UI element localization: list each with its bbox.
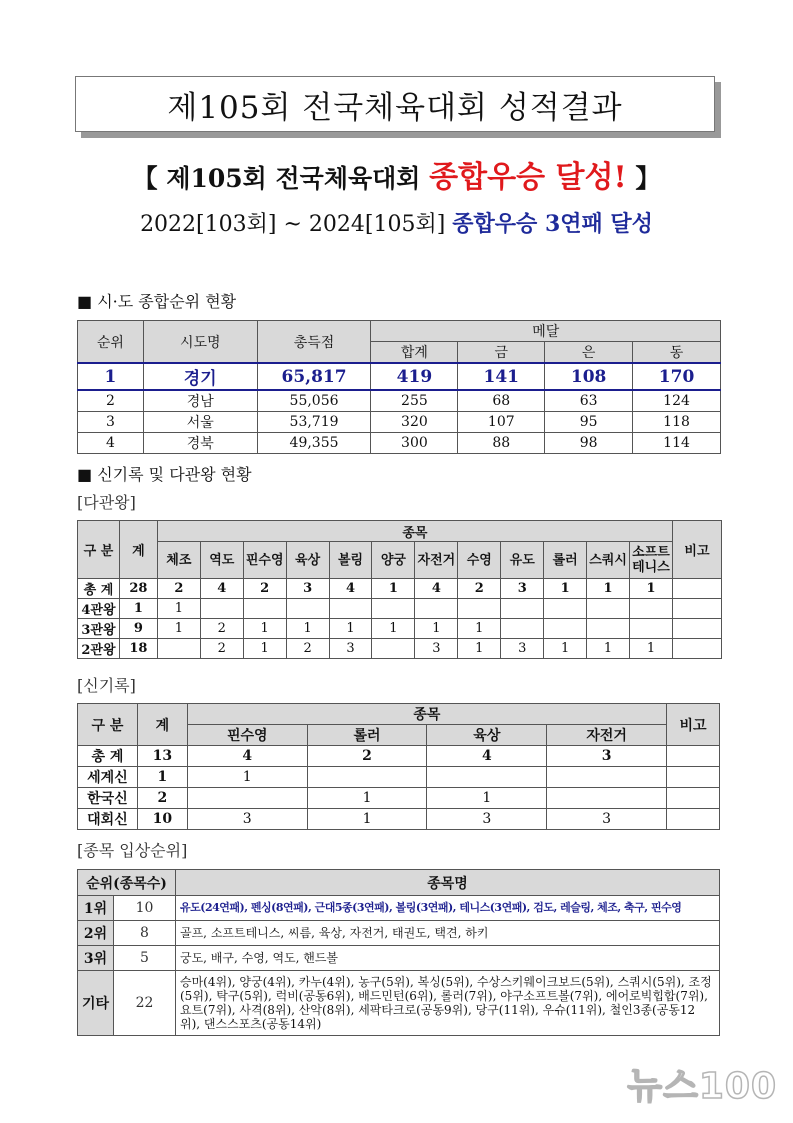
row-value <box>547 767 667 788</box>
row-value: 2 <box>458 579 501 599</box>
row-total: 28 <box>119 579 157 599</box>
row-value: 4 <box>427 746 547 767</box>
records-row <box>78 746 720 767</box>
row-value <box>187 788 307 809</box>
row-value: 4 <box>187 746 307 767</box>
sport-header: 자전거 <box>547 725 667 746</box>
records-table <box>77 703 720 830</box>
row-total: 13 <box>137 746 187 767</box>
row-value <box>372 639 415 659</box>
row-value: 3 <box>547 809 667 830</box>
placing-count: 22 <box>114 971 176 1036</box>
header-rank: 순위(종목수) <box>78 870 176 896</box>
sport-header: 핀수영 <box>187 725 307 746</box>
ranking-cell-score: 55,056 <box>257 390 371 412</box>
ranking-cell-city: 경기 <box>143 363 257 390</box>
row-value: 4 <box>329 579 372 599</box>
ranking-cell-rank: 2 <box>78 390 144 412</box>
row-value: 1 <box>157 599 200 619</box>
ranking-cell-city: 경남 <box>143 390 257 412</box>
row-value: 1 <box>307 788 427 809</box>
row-value <box>544 619 587 639</box>
row-value: 3 <box>415 639 458 659</box>
row-note <box>667 767 720 788</box>
ranking-cell-gold: 107 <box>458 412 545 433</box>
header-bronze: 동 <box>633 342 721 364</box>
row-value: 1 <box>544 639 587 659</box>
sport-header: 유도 <box>501 542 544 579</box>
placing-names: 유도(24연패), 펜싱(8연패), 근대5종(3연패), 볼링(3연패), 테니스(3연패), 검도, 레슬링, 체조, 축구, 핀수영 <box>176 896 720 921</box>
row-value <box>415 599 458 619</box>
ranking-cell-bronze: 124 <box>633 390 721 412</box>
headline-close-bracket: 】 <box>635 164 661 193</box>
placing-rank: 2위 <box>78 921 114 946</box>
row-value <box>630 599 673 619</box>
row-value: 4 <box>415 579 458 599</box>
row-value <box>501 619 544 639</box>
header-total: 계 <box>119 521 157 579</box>
record-label: [신기록] <box>77 676 136 695</box>
row-value: 1 <box>157 619 200 639</box>
placing-rank: 3위 <box>78 946 114 971</box>
header-city: 시도명 <box>143 321 257 364</box>
row-value: 2 <box>307 746 427 767</box>
row-value <box>587 619 630 639</box>
ranking-cell-score: 49,355 <box>257 433 371 454</box>
subline <box>0 207 793 238</box>
row-value: 4 <box>200 579 243 599</box>
row-label: 3관왕 <box>78 619 120 639</box>
header-note: 비고 <box>667 704 720 746</box>
placing-names: 승마(4위), 양궁(4위), 카누(4위), 농구(5위), 복싱(5위), 수상스키웨이크보드(5위), 스쿼시(5위), 조정(5위), 탁구(5위), 럭비(공동6위), 배드민턴(6위), 롤러(7위), 야구소프트볼(7위), 에어로빅힙합(7위), 요트(7위), 사격(8위), 산악(8위), 세팍타크로(공동9위), 당구(11위), 우슈(11위), 철인3종(공동12위), 댄스스포츠(공동14위) <box>176 971 720 1036</box>
placing-label: [종목 입상순위] <box>77 841 188 860</box>
subline-text: 2022[103회] ~ 2024[105회] <box>140 212 446 237</box>
header-sport: 종목 <box>157 521 672 542</box>
multi-medal-row <box>78 579 722 599</box>
row-note <box>672 579 721 599</box>
placing-names: 골프, 소프트테니스, 씨름, 육상, 자전거, 태권도, 택견, 하키 <box>176 921 720 946</box>
placing-rank: 1위 <box>78 896 114 921</box>
row-value <box>544 599 587 619</box>
ranking-cell-rank: 1 <box>78 363 144 390</box>
row-value: 1 <box>243 619 286 639</box>
placing-count: 10 <box>114 896 176 921</box>
row-label: 총 계 <box>78 746 138 767</box>
row-value: 1 <box>587 639 630 659</box>
row-label: 세계신 <box>78 767 138 788</box>
row-value: 3 <box>286 579 329 599</box>
sport-header: 체조 <box>157 542 200 579</box>
sport-header: 자전거 <box>415 542 458 579</box>
document-title: 제105회 전국체육대회 성적결과 <box>75 76 715 132</box>
header-gold: 금 <box>458 342 545 364</box>
sport-header: 롤러 <box>544 542 587 579</box>
header-total: 계 <box>137 704 187 746</box>
placing-row <box>78 896 720 921</box>
ranking-cell-total: 300 <box>371 433 458 454</box>
ranking-cell-silver: 98 <box>545 433 633 454</box>
row-value: 2 <box>286 639 329 659</box>
row-value <box>200 599 243 619</box>
ranking-cell-gold: 68 <box>458 390 545 412</box>
subline-highlight: 종합우승 3연패 달성 <box>452 211 653 237</box>
row-value: 1 <box>329 619 372 639</box>
section-records-heading: ■ 신기록 및 다관왕 현황 <box>77 465 252 484</box>
placing-rank: 기타 <box>78 971 114 1036</box>
watermark-logo: 뉴스100 <box>627 1066 777 1107</box>
row-label: 대회신 <box>78 809 138 830</box>
row-total: 9 <box>119 619 157 639</box>
row-value: 1 <box>458 639 501 659</box>
sport-header: 핀수영 <box>243 542 286 579</box>
multi-medal-row <box>78 619 722 639</box>
header-gubun: 구 분 <box>78 521 120 579</box>
ranking-table <box>77 320 721 454</box>
row-label: 총 계 <box>78 579 120 599</box>
row-value: 1 <box>544 579 587 599</box>
sport-header: 육상 <box>286 542 329 579</box>
row-total: 18 <box>119 639 157 659</box>
row-value: 1 <box>427 788 547 809</box>
placing-row <box>78 946 720 971</box>
ranking-cell-score: 53,719 <box>257 412 371 433</box>
records-row <box>78 788 720 809</box>
headline <box>0 152 793 196</box>
row-value <box>501 599 544 619</box>
row-value: 3 <box>501 639 544 659</box>
row-value: 1 <box>630 579 673 599</box>
sport-header: 양궁 <box>372 542 415 579</box>
sport-header: 볼링 <box>329 542 372 579</box>
ranking-row <box>78 390 721 412</box>
sport-header: 육상 <box>427 725 547 746</box>
ranking-cell-city: 경북 <box>143 433 257 454</box>
ranking-cell-silver: 108 <box>545 363 633 390</box>
multi-medal-row <box>78 639 722 659</box>
placing-row <box>78 921 720 946</box>
row-value: 3 <box>427 809 547 830</box>
row-value: 3 <box>501 579 544 599</box>
ranking-cell-bronze: 170 <box>633 363 721 390</box>
row-value <box>243 599 286 619</box>
row-total: 2 <box>137 788 187 809</box>
ranking-cell-rank: 4 <box>78 433 144 454</box>
row-value: 1 <box>307 809 427 830</box>
ranking-cell-rank: 3 <box>78 412 144 433</box>
header-rank: 순위 <box>78 321 144 364</box>
row-value: 2 <box>200 619 243 639</box>
ranking-cell-gold: 88 <box>458 433 545 454</box>
header-score: 총득점 <box>257 321 371 364</box>
row-value: 1 <box>587 579 630 599</box>
multi-medal-label: [다관왕] <box>77 493 136 512</box>
sport-header: 역도 <box>200 542 243 579</box>
row-note <box>667 809 720 830</box>
row-value <box>587 599 630 619</box>
row-total: 1 <box>137 767 187 788</box>
multi-medal-row <box>78 599 722 619</box>
sport-header: 스쿼시 <box>587 542 630 579</box>
headline-highlight: 종합우승 달성! <box>429 160 627 195</box>
ranking-row <box>78 433 721 454</box>
ranking-cell-score: 65,817 <box>257 363 371 390</box>
sport-header: 롤러 <box>307 725 427 746</box>
row-value: 2 <box>200 639 243 659</box>
row-value <box>630 619 673 639</box>
row-value <box>329 599 372 619</box>
header-medal: 메달 <box>371 321 721 342</box>
placing-count: 8 <box>114 921 176 946</box>
section-ranking-heading: ■ 시·도 종합순위 현황 <box>77 292 237 311</box>
row-value: 1 <box>458 619 501 639</box>
placing-row <box>78 971 720 1036</box>
ranking-cell-city: 서울 <box>143 412 257 433</box>
row-label: 2관왕 <box>78 639 120 659</box>
row-total: 1 <box>119 599 157 619</box>
row-value: 1 <box>187 767 307 788</box>
ranking-cell-silver: 63 <box>545 390 633 412</box>
row-note <box>672 599 721 619</box>
row-note <box>672 639 721 659</box>
ranking-row <box>78 363 721 390</box>
row-note <box>667 746 720 767</box>
header-silver: 은 <box>545 342 633 364</box>
row-value: 2 <box>157 579 200 599</box>
row-value <box>427 767 547 788</box>
row-value <box>547 788 667 809</box>
ranking-cell-total: 320 <box>371 412 458 433</box>
ranking-cell-bronze: 118 <box>633 412 721 433</box>
row-value: 1 <box>372 619 415 639</box>
multi-medal-table <box>77 520 722 659</box>
ranking-cell-gold: 141 <box>458 363 545 390</box>
header-names: 종목명 <box>176 870 720 896</box>
row-value: 1 <box>630 639 673 659</box>
row-value: 1 <box>243 639 286 659</box>
row-note <box>672 619 721 639</box>
header-gubun: 구 분 <box>78 704 138 746</box>
ranking-cell-total: 255 <box>371 390 458 412</box>
row-value <box>372 599 415 619</box>
ranking-cell-total: 419 <box>371 363 458 390</box>
records-row <box>78 809 720 830</box>
headline-open-bracket: 【 <box>132 164 158 193</box>
row-value: 3 <box>547 746 667 767</box>
placing-table <box>77 869 720 1036</box>
header-sport: 종목 <box>187 704 666 725</box>
row-value: 1 <box>286 619 329 639</box>
row-value: 1 <box>372 579 415 599</box>
records-row <box>78 767 720 788</box>
sport-header: 수영 <box>458 542 501 579</box>
row-label: 4관왕 <box>78 599 120 619</box>
sport-header: 소프트 테니스 <box>630 542 673 579</box>
ranking-cell-silver: 95 <box>545 412 633 433</box>
header-total: 합계 <box>371 342 458 364</box>
row-value <box>458 599 501 619</box>
row-value <box>286 599 329 619</box>
ranking-row <box>78 412 721 433</box>
row-value: 2 <box>243 579 286 599</box>
row-value: 1 <box>415 619 458 639</box>
row-label: 한국신 <box>78 788 138 809</box>
row-total: 10 <box>137 809 187 830</box>
row-value <box>157 639 200 659</box>
row-note <box>667 788 720 809</box>
placing-count: 5 <box>114 946 176 971</box>
row-value: 3 <box>187 809 307 830</box>
ranking-cell-bronze: 114 <box>633 433 721 454</box>
header-note: 비고 <box>672 521 721 579</box>
headline-text: 제105회 전국체육대회 <box>166 164 421 193</box>
placing-names: 궁도, 배구, 수영, 역도, 핸드볼 <box>176 946 720 971</box>
row-value: 3 <box>329 639 372 659</box>
row-value <box>307 767 427 788</box>
